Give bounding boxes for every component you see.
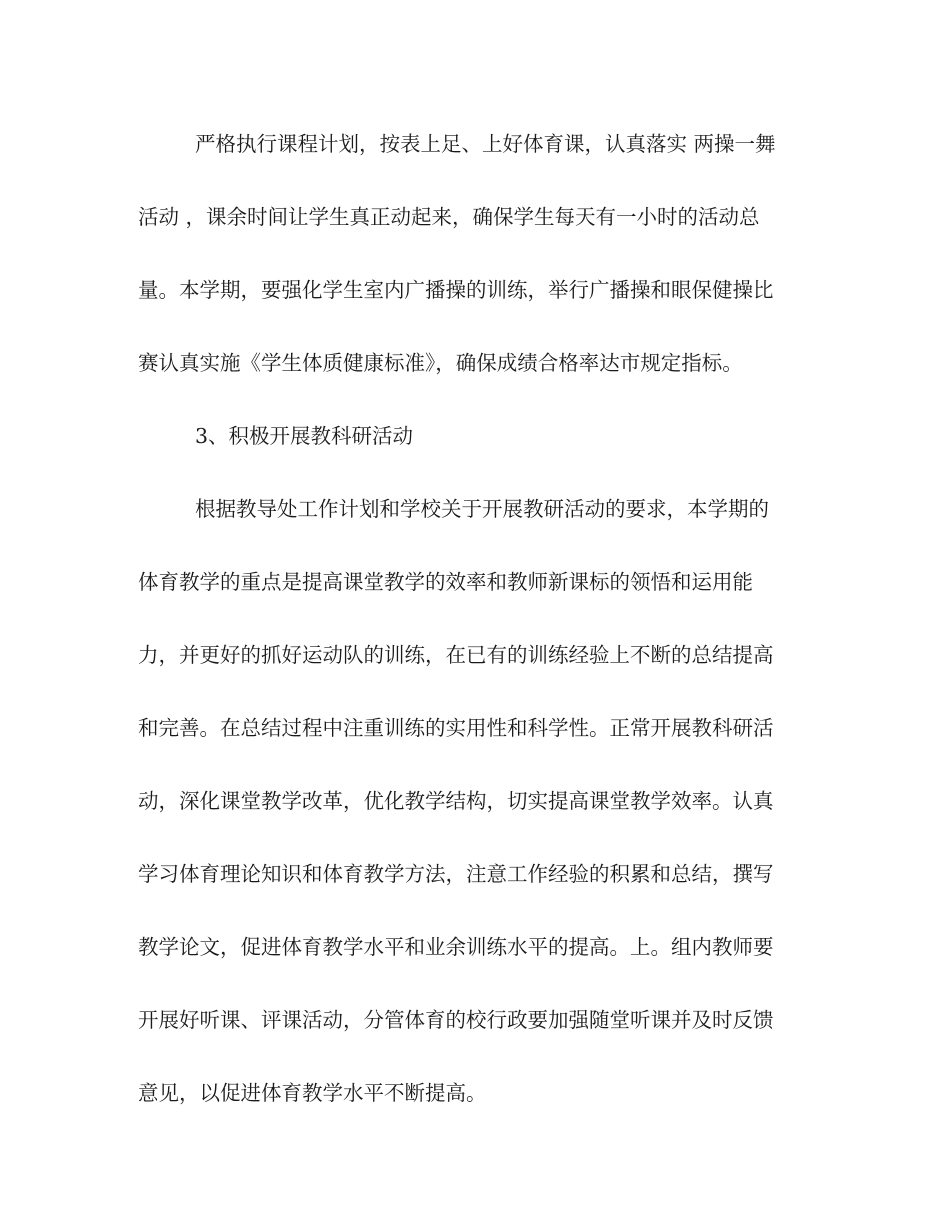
section-heading: 3、积极开展教科研活动 (195, 424, 414, 448)
paragraph-line: 力，并更好的抓好运动队的训练，在已有的训练经验上不断的总结提高 (138, 643, 774, 667)
paragraph-line: 体育教学的重点是提高课堂教学的效率和教师新课标的领悟和运用能 (138, 570, 753, 594)
paragraph-line: 教学论文，促进体育教学水平和业余训练水平的提高。上。组内教师要 (138, 935, 774, 959)
paragraph-line: 根据教导处工作计划和学校关于开展教研活动的要求，本学期的 (195, 497, 769, 521)
paragraph-line: 赛认真实施《学生体质健康标准》，确保成绩合格率达市规定指标。 (138, 351, 743, 375)
paragraph-line: 和完善。在总结过程中注重训练的实用性和科学性。正常开展教科研活 (138, 716, 774, 740)
paragraph-line: 活动 ，课余时间让学生真正动起来，确保学生每天有一小时的活动总 (138, 205, 760, 229)
paragraph-line: 开展好听课、评课活动，分管体育的校行政要加强随堂听课并及时反馈 (138, 1008, 774, 1032)
paragraph-line: 量。本学期，要强化学生室内广播操的训练，举行广播操和眼保健操比 (138, 278, 774, 302)
paragraph-line: 动，深化课堂教学改革，优化教学结构，切实提高课堂教学效率。认真 (138, 789, 774, 813)
paragraph-line: 严格执行课程计划，按表上足、上好体育课，认真落实 两操一舞 (195, 132, 776, 156)
paragraph-line: 学习体育理论知识和体育教学方法，注意工作经验的积累和总结，撰写 (138, 862, 774, 886)
paragraph-line: 意见，以促进体育教学水平不断提高。 (138, 1081, 487, 1105)
